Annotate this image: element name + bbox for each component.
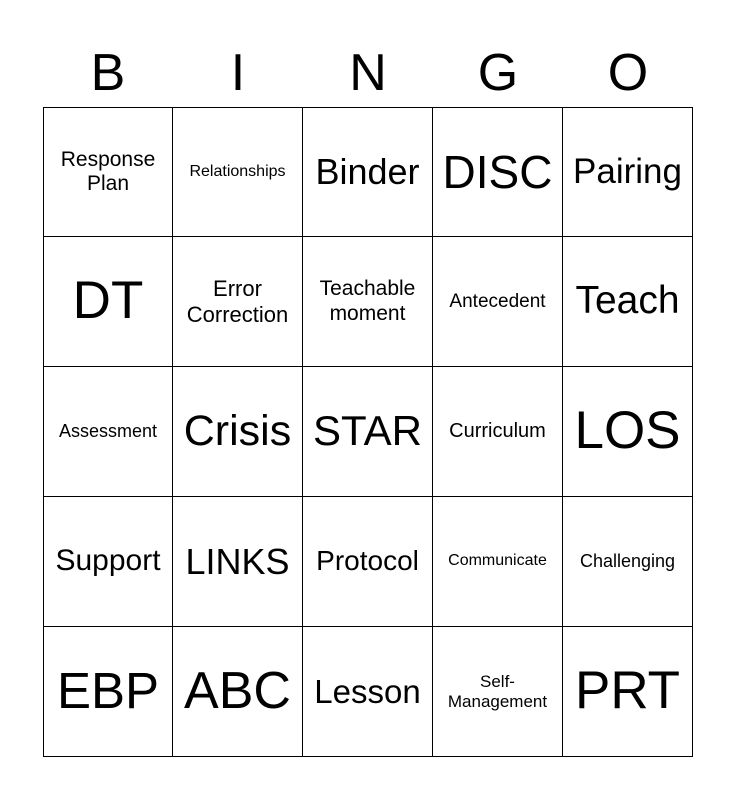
bingo-cell[interactable]: [173, 107, 303, 237]
bingo-cell-text: STAR: [313, 407, 422, 455]
bingo-cell[interactable]: [173, 627, 303, 757]
header-letter-b: B: [90, 44, 126, 102]
bingo-cell[interactable]: [43, 237, 173, 367]
bingo-cell[interactable]: [173, 497, 303, 627]
bingo-cell-text: ABC: [184, 661, 291, 720]
bingo-cell-text: Protocol: [316, 545, 419, 577]
bingo-cell-text: PRT: [574, 661, 681, 721]
bingo-cell-text: Challenging: [579, 551, 676, 572]
bingo-cell-text: Self-Management: [447, 671, 548, 711]
bingo-cell[interactable]: [43, 627, 173, 757]
bingo-cell-text: DISC: [442, 145, 553, 198]
bingo-cell[interactable]: [303, 497, 433, 627]
bingo-cell-text: EBP: [56, 662, 160, 720]
bingo-cell[interactable]: [43, 497, 173, 627]
bingo-cell[interactable]: [563, 627, 693, 757]
bingo-cell-text: LINKS: [185, 540, 290, 582]
bingo-cell[interactable]: [563, 367, 693, 497]
bingo-cell[interactable]: [433, 627, 563, 757]
bingo-cell-text: Error Correction: [186, 276, 289, 327]
bingo-header: [43, 40, 693, 106]
bingo-cell-text: Binder: [315, 151, 420, 193]
bingo-cell[interactable]: [433, 107, 563, 237]
bingo-cell[interactable]: [433, 367, 563, 497]
bingo-cell-text: Teachable moment: [319, 277, 416, 325]
bingo-cell[interactable]: [433, 497, 563, 627]
bingo-cell[interactable]: [43, 367, 173, 497]
header-letter-i: I: [230, 44, 246, 102]
bingo-cell[interactable]: [563, 497, 693, 627]
bingo-cell-text: DT: [72, 271, 144, 331]
bingo-cell-text: Assessment: [58, 421, 158, 442]
bingo-cell-text: Response Plan: [60, 147, 156, 195]
bingo-cell[interactable]: [563, 237, 693, 367]
bingo-cell-text: Communicate: [448, 552, 547, 570]
bingo-grid: [43, 107, 693, 757]
bingo-cell-text: LOS: [574, 401, 681, 461]
bingo-cell[interactable]: [303, 367, 433, 497]
bingo-cell-text: Antecedent: [449, 290, 546, 312]
header-letter-o: O: [607, 44, 649, 102]
bingo-cell-text: Crisis: [183, 406, 292, 455]
bingo-cell-text: Teach: [575, 279, 680, 323]
bingo-cell[interactable]: [43, 107, 173, 237]
bingo-cell[interactable]: [303, 107, 433, 237]
bingo-cell[interactable]: [433, 237, 563, 367]
bingo-cell[interactable]: [303, 627, 433, 757]
bingo-cell-text: Relationships: [189, 162, 286, 180]
bingo-cell[interactable]: [173, 237, 303, 367]
header-letter-g: G: [477, 44, 519, 102]
bingo-cell-text: Lesson: [314, 672, 421, 710]
bingo-cell[interactable]: [303, 237, 433, 367]
bingo-cell-text: Curriculum: [449, 420, 546, 442]
bingo-cell[interactable]: [563, 107, 693, 237]
bingo-cell-text: Pairing: [573, 151, 682, 191]
bingo-cell[interactable]: [173, 367, 303, 497]
header-letter-n: N: [349, 44, 387, 102]
bingo-cell-text: Support: [55, 544, 161, 578]
